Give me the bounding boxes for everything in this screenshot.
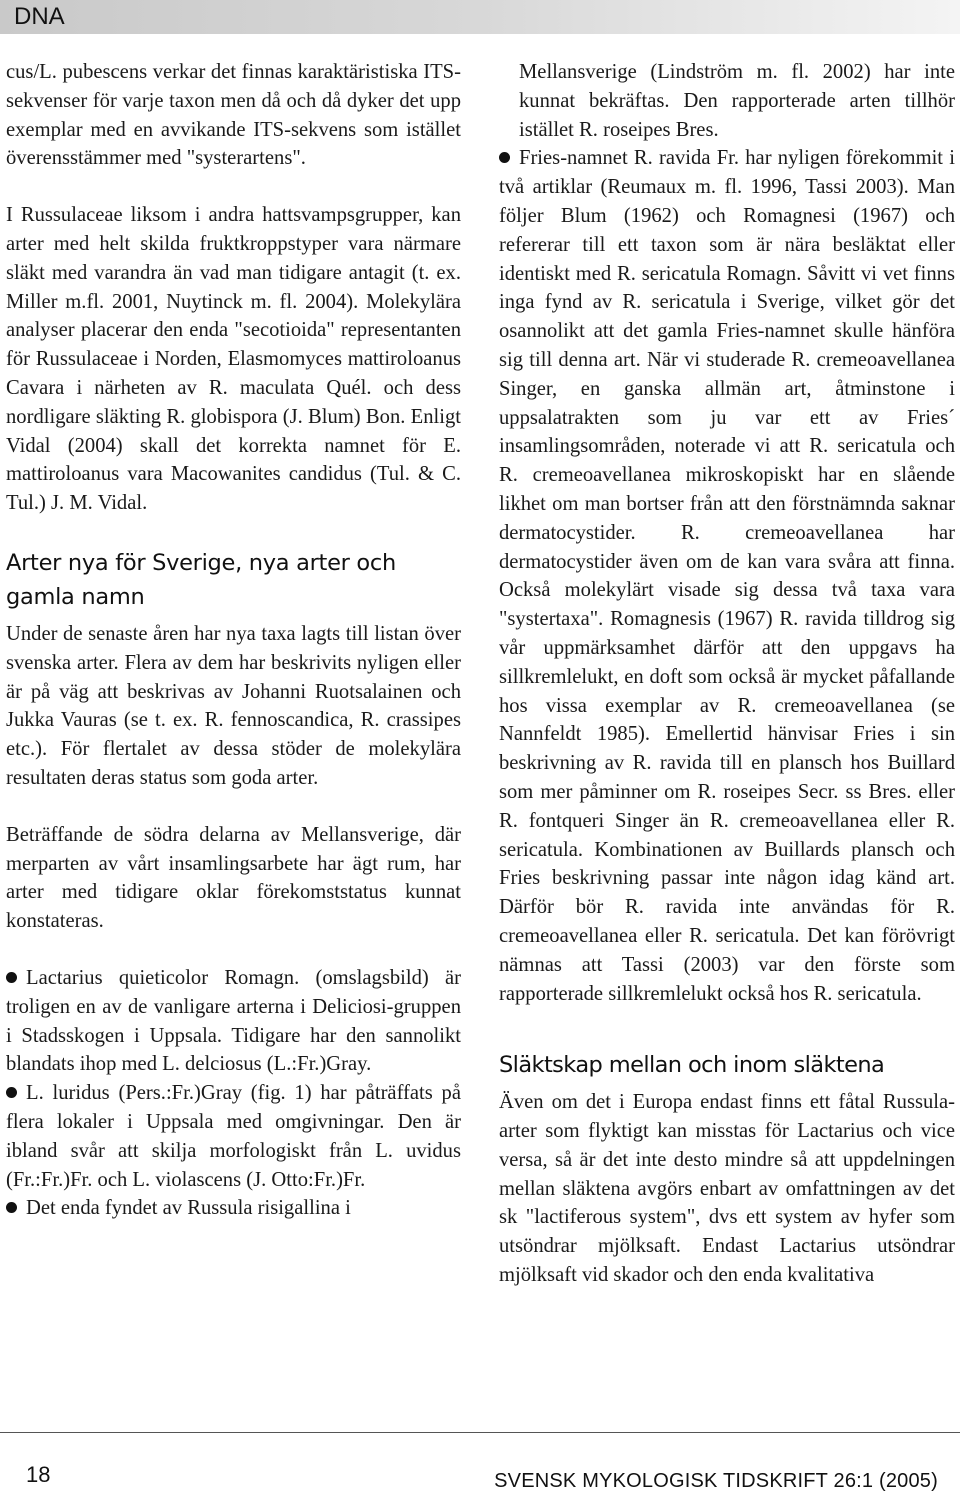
bullet-text: L. luridus (Pers.:Fr.)Gray (fig. 1) har påträffats på flera lokaler i Uppsala med omgivningar. Den är ibland svår att skilja morfologiskt från L. uvidus (Fr.:Fr.)Fr. och L. violascens (J. Otto:Fr.)Fr.	[6, 1082, 461, 1191]
bullet-icon	[6, 1087, 17, 1098]
footer-divider	[0, 1432, 960, 1433]
left-paragraph-4: Beträffande de södra delarna av Mellansverige, där merparten av vårt insamlingsarbete har ägt rum, har arter med tidigare oklar förekomststatus kunnat konstateras.	[6, 823, 461, 933]
left-paragraph-2: I Russulaceae liksom i andra hattsvampsgrupper, kan arter med helt skilda fruktkroppstyper vara närmare släkt med varandra än vad man tidigare antagit (t. ex. Miller m.fl. 2001, Nuytinck m. fl. 2004). Molekylära analyser placerar den enda "secotioida" representanten för Russulaceae i Norden, Elasmomyces mattiroloanus Cavara i närheten av R. maculata Quél. och dess nordligare släkting R. globispora (J. Blum) Bon. Enligt Vidal (2004) skall det korrekta namnet för E. mattiroloanus vara Macowanites candidus (Tul. & C. Tul.) J. M. Vidal.	[6, 204, 461, 515]
left-paragraph-3: Under de senaste åren har nya taxa lagts till listan över svenska arter. Flera av dem har beskrivits nyligen eller är på väg att beskrivas av Johanni Ruotsalainen och Jukka Vauras (se t. ex. R. fennoscandica, R. crassipes etc.). För flertalet av dessa stöder de molekylära resultaten deras status som goda arter.	[6, 622, 461, 789]
left-paragraph-1: cus/L. pubescens verkar det finnas karaktäristiska ITS-sekvenser för varje taxon men då och då dyker det upp exemplar med en avvikande ITS-sekvens som istället överensstämmer med "systerartens".	[6, 61, 461, 170]
bullet-icon	[6, 972, 17, 983]
right-paragraph-1: Mellansverige (Lindström m. fl. 2002) har inte kunnat bekräftas. Den rapporterade arten tillhör istället R. roseipes Bres.	[519, 61, 955, 141]
right-column	[499, 58, 955, 1290]
bullet-item-russula-ravida	[499, 144, 955, 1008]
section-heading-new-species: Arter nya för Sverige, nya arter och gamla namn	[6, 549, 396, 610]
bullet-text: Det enda fyndet av Russula risigallina i	[26, 1197, 351, 1220]
bullet-item-russula-risigallina	[6, 1194, 461, 1223]
page-number: 18	[26, 1462, 51, 1487]
journal-citation: SVENSK MYKOLOGISK TIDSKRIFT 26:1 (2005)	[494, 1470, 938, 1492]
section-heading-relationships: Släktskap mellan och inom släktena	[499, 1052, 885, 1079]
bullet-item-lactarius-quieticolor	[6, 964, 461, 1079]
right-paragraph-2: Även om det i Europa endast finns ett fåtal Russula-arter som flyktigt kan misstas för Lactarius och vice versa, så är det inte desto mindre så att uppdelningen mellan släktena avgörs enbart av omfattningen av det sk "lactiferous system", dvs ett system av hyfer som utsöndrar mjölksaft. Endast Lactarius utsöndrar mjölksaft vid skador och den enda kvalitativa	[499, 1091, 955, 1287]
section-label: DNA	[14, 3, 65, 30]
bullet-text: Fries-namnet R. ravida Fr. har nyligen förekommit i två artiklar (Reumaux m. fl. 1996, Tassi 2003). Man följer Blum (1962) och Romagnesi (1967) och refererar till ett taxon som är nära besläktat eller identiskt med R. sericatula Romagn. Såvitt vi vet finns inga fynd av R. sericatula i Sverige, vilket gör det osannolikt att det gamla Fries-namnet skulle hänföra sig till denna art. När vi studerade R. cremeoavellanea Singer, en ganska allmän art, åtminstone i uppsalatrakten som ju var ett av Fries´ insamlingsområden, noterade vi att R. sericatula och R. cremeoavellanea mikroskopiskt har en slående likhet om man bortser från att den förstnämnda saknar dermatocystider. R. cremeoavellanea har dermatocystider även om de kan vara svåra att finna. Också molekylärt visade sig dessa två taxa vara "systertaxa". Romagnesis (1967) R. ravida tilldrog sig vår uppmärksamhet därför att den uppgavs ha sillkremlelukt, en doft som också är mycket påfallande hos vissa exemplar av R. cremeoavellanea (se Nannfeldt 1985). Emellertid hänvisar Fries i sin beskrivning av R. ravida till en plansch hos Buillard som mer påminner om R. roseipes Secr. ss Bres. eller R. fontqueri Singer än R. cremeoavellanea eller R. sericatula. Kombinationen av Buillards plansch och Fries beskrivning passar inte någon idag känd art. Därför bör R. ravida inte användas för R. cremeoavellanea eller R. sericatula. Det kan förövrigt nämnas att Tassi (2003) var den förste som rapporterade sillkremlelukt också hos R. sericatula.	[499, 147, 955, 1005]
bullet-text: Lactarius quieticolor Romagn. (omslagsbild) är troligen en av de vanligare arterna i Deliciosi-gruppen i Stadsskogen i Uppsala. Tidigare har den sannolikt blandats ihop med L. delciosus (L.:Fr.)Gray.	[6, 966, 461, 1076]
bullet-icon	[499, 152, 510, 163]
bullet-icon	[6, 1202, 17, 1213]
left-column	[6, 58, 461, 1223]
section-header-bar	[0, 0, 960, 34]
bullet-item-lactarius-luridus	[6, 1079, 461, 1194]
